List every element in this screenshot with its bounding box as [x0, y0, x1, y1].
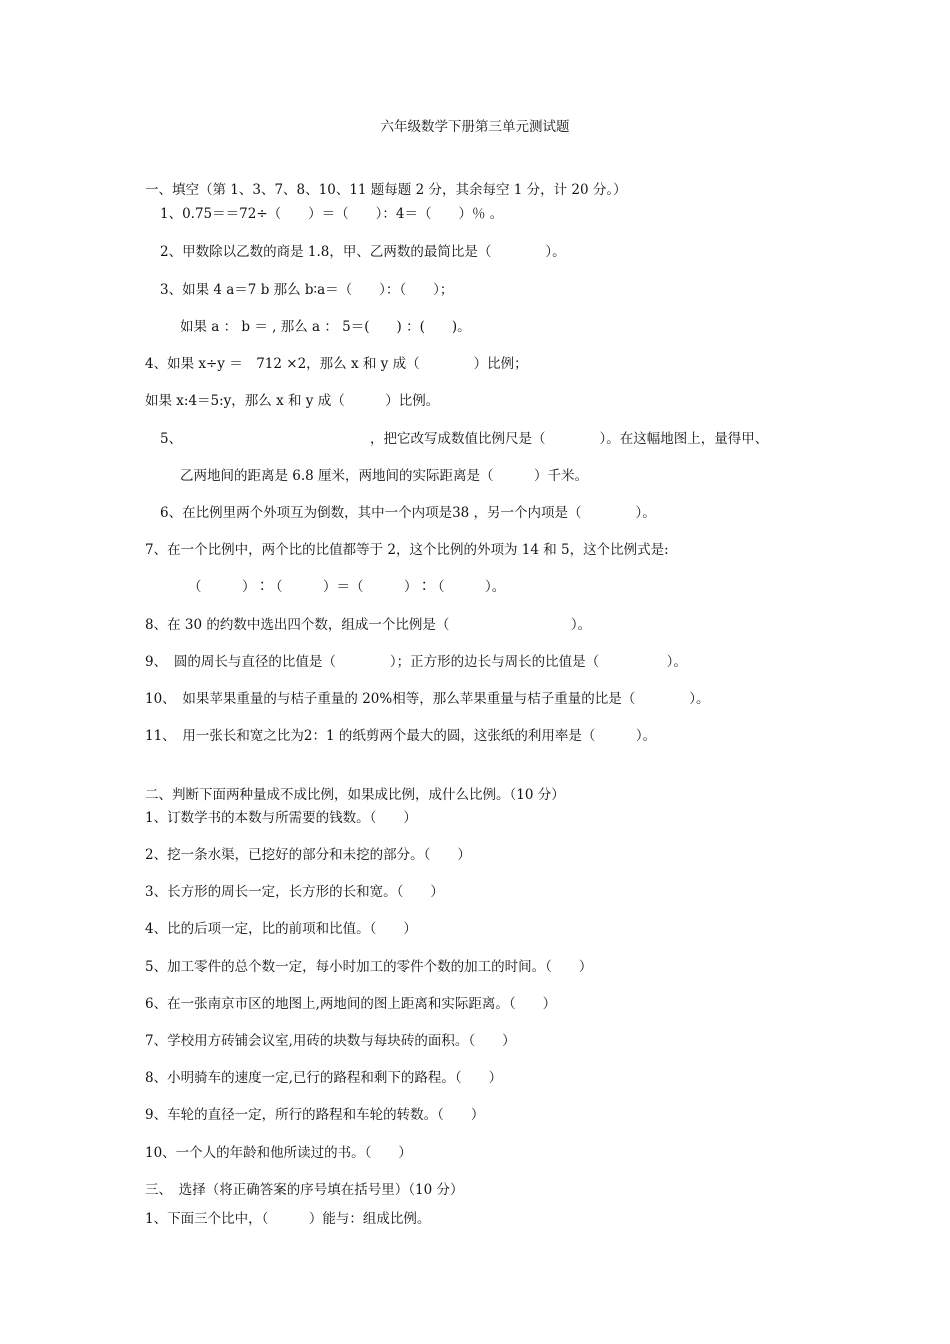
- judge-item-3: 3、长方形的周长一定，长方形的长和宽。（ ）: [145, 884, 444, 900]
- section-2-heading: 二、判断下面两种量成不成比例，如果成比例，成什么比例。（10 分）: [145, 787, 565, 803]
- judge-item-5: 5、加工零件的总个数一定，每小时加工的零件个数的加工的时间。（ ）: [145, 959, 593, 975]
- question-4: 4、如果 x÷y ＝ 712 ×2，那么 x 和 y 成（ ）比例；: [145, 356, 528, 372]
- question-5-part-2: 乙两地间的距离是 6.8 厘米，两地间的实际距离是（ ）千米。: [180, 468, 589, 484]
- question-8: 8、在 30 的约数中选出四个数，组成一个比例是（ ）。: [145, 617, 592, 633]
- question-3-part-2: 如果 a ： b ＝ , 那么 a ： 5＝( ) ：( )。: [180, 319, 471, 335]
- question-7: 7、在一个比例中，两个比的比值都等于 2，这个比例的外项为 14 和 5，这个比例式是:: [145, 542, 669, 558]
- question-6: 6、在比例里两个外项互为倒数，其中一个内项是38 ，另一个内项是（ ）。: [160, 505, 656, 521]
- judge-item-4: 4、比的后项一定，比的前项和比值。（ ）: [145, 921, 417, 937]
- question-5-number: 5、: [160, 431, 183, 447]
- judge-item-7: 7、学校用方砖铺会议室,用砖的块数与每块砖的面积。（ ）: [145, 1033, 516, 1049]
- question-11: 11、 用一张长和宽之比为2：1 的纸剪两个最大的圆，这张纸的利用率是（ ）。: [145, 728, 657, 744]
- choice-item-1: 1、下面三个比中，（ ）能与：组成比例。: [145, 1211, 431, 1227]
- page-title: 六年级数学下册第三单元测试题: [380, 119, 570, 135]
- judge-item-10: 10、一个人的年龄和他所读过的书。（ ）: [145, 1145, 412, 1161]
- question-5: ，把它改写成数值比例尺是（ ）。在这幅地图上，量得甲、: [370, 431, 769, 447]
- question-9: 9、 圆的周长与直径的比值是（ ）；正方形的边长与周长的比值是（ ）。: [145, 654, 687, 670]
- question-4-part-2: 如果 x:4＝5:y，那么 x 和 y 成（ ）比例。: [145, 393, 440, 409]
- judge-item-6: 6、在一张南京市区的地图上,两地间的图上距离和实际距离。（ ）: [145, 996, 557, 1012]
- judge-item-2: 2、挖一条水渠，已挖好的部分和未挖的部分。（ ）: [145, 847, 471, 863]
- question-10: 10、 如果苹果重量的与桔子重量的 20%相等，那么苹果重量与桔子重量的比是（ ）。: [145, 691, 710, 707]
- question-7-part-2: （ ）∶（ ）＝（ ）∶（ ）。: [188, 579, 506, 595]
- question-1: 1、0.75＝＝72÷（ ）＝（ ）：4＝（ ）％ 。: [160, 206, 504, 222]
- question-2: 2、甲数除以乙数的商是 1.8，甲、乙两数的最简比是（ ）。: [160, 244, 566, 260]
- judge-item-9: 9、车轮的直径一定，所行的路程和车轮的转数。（ ）: [145, 1107, 485, 1123]
- judge-item-1: 1、订数学书的本数与所需要的钱数。（ ）: [145, 810, 417, 826]
- section-3-heading: 三、 选择（将正确答案的序号填在括号里）（10 分）: [145, 1182, 464, 1198]
- section-1-heading: 一、填空（第 1、3、7、8、10、11 题每题 2 分，其余每空 1 分，计 20 分。）: [145, 182, 627, 198]
- judge-item-8: 8、小明骑车的速度一定,已行的路程和剩下的路程。（ ）: [145, 1070, 503, 1086]
- question-3: 3、如果 4 a＝7 b 那么 b∶a＝（ ）：（ ）；: [160, 282, 454, 298]
